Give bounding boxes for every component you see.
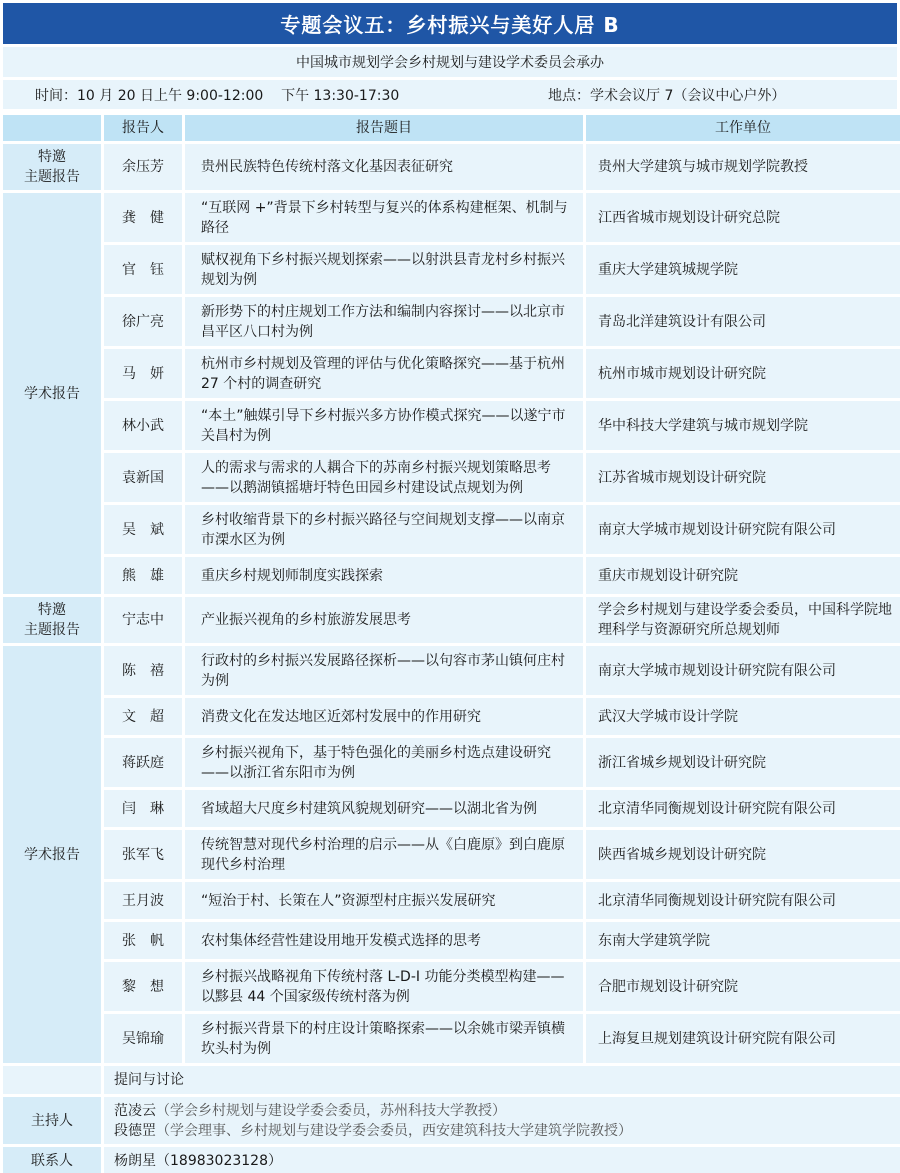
speaker-cell: 林小武 [104,401,182,450]
topic-cell: 赋权视角下乡村振兴规划探索——以射洪县青龙村乡村振兴规划为例 [185,245,583,294]
topic-cell: 行政村的乡村振兴发展路径探析——以句容市茅山镇何庄村为例 [185,646,583,695]
speaker-cell: 熊 雄 [104,557,182,594]
host-desc: （学会理事、乡村规划与建设学委会委员，西安建筑科技大学建筑学院教授） [156,1122,632,1139]
table-row [3,738,900,787]
speaker-cell: 蒋跃庭 [104,738,182,787]
discussion-label: 提问与讨论 [104,1066,900,1094]
category-cell [3,193,101,594]
org-cell: 陕西省城乡规划设计研究院 [586,830,900,879]
table-row [3,922,900,959]
table-row [3,646,900,695]
category-label: 特邀 [38,149,66,165]
topic-cell: 新形势下的村庄规划工作方法和编制内容探讨——以北京市昌平区八口村为例 [185,297,583,346]
table-row [3,557,900,594]
org-cell: 青岛北洋建筑设计有限公司 [586,297,900,346]
host-list [104,1097,900,1144]
speaker-cell: 张 帆 [104,922,182,959]
table-row [3,790,900,827]
speaker-cell: 闫 琳 [104,790,182,827]
speaker-cell: 张军飞 [104,830,182,879]
org-cell: 南京大学城市规划设计研究院有限公司 [586,646,900,695]
organizer-line: 中国城市规划学会乡村规划与建设学术委员会承办 [3,47,897,77]
topic-cell: 消费文化在发达地区近郊村发展中的作用研究 [185,698,583,735]
topic-cell: 农村集体经营性建设用地开发模式选择的思考 [185,922,583,959]
speaker-cell: 吴锦瑜 [104,1014,182,1063]
org-cell: 江西省城市规划设计研究总院 [586,193,900,242]
table-row [3,144,900,190]
speaker-cell: 官 钰 [104,245,182,294]
category-label: 学术报告 [24,846,80,863]
org-cell: 南京大学城市规划设计研究院有限公司 [586,505,900,554]
header-org: 工作单位 [586,115,900,141]
org-cell: 浙江省城乡规划设计研究院 [586,738,900,787]
table-row [3,698,900,735]
speaker-cell: 吴 斌 [104,505,182,554]
category-label: 主题报告 [24,169,80,185]
time-location-bar [3,80,897,109]
org-cell: 华中科技大学建筑与城市规划学院 [586,401,900,450]
table-header-row [3,115,900,141]
header-category [3,115,101,141]
category-label: 学术报告 [24,385,80,402]
host-label: 主持人 [3,1097,101,1144]
table-row [3,962,900,1011]
category-cell [3,144,101,190]
session-time: 时间：10 月 20 日上午 9:00-12:00 下午 13:30-17:30 [35,87,400,104]
table-row [3,401,900,450]
topic-cell: “互联网 +”背景下乡村转型与复兴的体系构建框架、机制与路径 [185,193,583,242]
org-cell: 重庆大学建筑城规学院 [586,245,900,294]
speaker-cell: 马 妍 [104,349,182,398]
org-cell: 学会乡村规划与建设学委会委员，中国科学院地理科学与资源研究所总规划师 [586,597,900,643]
speaker-cell: 余压芳 [104,144,182,190]
table-row [3,297,900,346]
category-cell [3,597,101,643]
org-cell: 北京清华同衡规划设计研究院有限公司 [586,882,900,919]
host-desc: （学会乡村规划与建设学委会委员，苏州科技大学教授） [156,1102,506,1119]
org-cell: 江苏省城市规划设计研究院 [586,453,900,502]
session-location: 地点：学术会议厅 7（会议中心户外） [548,87,786,104]
org-cell: 北京清华同衡规划设计研究院有限公司 [586,790,900,827]
topic-cell: 人的需求与需求的人耦合下的苏南乡村振兴规划策略思考——以鹅湖镇摇塘圩特色田园乡村建设试点规划为例 [185,453,583,502]
host-name: 段德罡 [114,1122,156,1139]
table-row [3,1014,900,1063]
topic-cell: 重庆乡村规划师制度实践探索 [185,557,583,594]
session-title: 专题会议五：乡村振兴与美好人居 B [3,3,897,44]
org-cell: 杭州市城市规划设计研究院 [586,349,900,398]
topic-cell: 产业振兴视角的乡村旅游发展思考 [185,597,583,643]
table-row [3,597,900,643]
speaker-cell: 袁新国 [104,453,182,502]
topic-cell: “本土”触媒引导下乡村振兴多方协作模式探究——以遂宁市关昌村为例 [185,401,583,450]
contact-label: 联系人 [3,1147,101,1173]
topic-cell: 贵州民族特色传统村落文化基因表征研究 [185,144,583,190]
org-cell: 贵州大学建筑与城市规划学院教授 [586,144,900,190]
topic-cell: 省域超大尺度乡村建筑风貌规划研究——以湖北省为例 [185,790,583,827]
speaker-cell: 文 超 [104,698,182,735]
host-row [3,1097,900,1144]
contact-row [3,1147,900,1173]
table-row [3,245,900,294]
org-cell: 武汉大学城市设计学院 [586,698,900,735]
topic-cell: 传统智慧对现代乡村治理的启示——从《白鹿原》到白鹿原现代乡村治理 [185,830,583,879]
host-name: 范凌云 [114,1102,156,1119]
host-person [114,1121,900,1141]
category-label: 主题报告 [24,622,80,638]
topic-cell: 乡村振兴视角下，基于特色强化的美丽乡村选点建设研究——以浙江省东阳市为例 [185,738,583,787]
table-row [3,830,900,879]
speaker-cell: 黎 想 [104,962,182,1011]
contact-value: 杨朗星（18983023128） [104,1147,900,1173]
topic-cell: 乡村收缩背景下的乡村振兴路径与空间规划支撑——以南京市溧水区为例 [185,505,583,554]
org-cell: 合肥市规划设计研究院 [586,962,900,1011]
speaker-cell: 陈 禧 [104,646,182,695]
header-topic: 报告题目 [185,115,583,141]
speaker-cell: 龚 健 [104,193,182,242]
topic-cell: 乡村振兴背景下的村庄设计策略探索——以余姚市梁弄镇横坎头村为例 [185,1014,583,1063]
org-cell: 东南大学建筑学院 [586,922,900,959]
table-row [3,193,900,242]
discussion-blank [3,1066,101,1094]
speaker-cell: 徐广亮 [104,297,182,346]
discussion-row [3,1066,900,1094]
header-speaker: 报告人 [104,115,182,141]
topic-cell: “短治于村、长策在人”资源型村庄振兴发展研究 [185,882,583,919]
category-label: 特邀 [38,602,66,618]
host-person [114,1101,900,1121]
category-cell [3,646,101,1063]
speaker-cell: 王月波 [104,882,182,919]
topic-cell: 杭州市乡村规划及管理的评估与优化策略探究——基于杭州 27 个村的调查研究 [185,349,583,398]
table-row [3,349,900,398]
speaker-cell: 宁志中 [104,597,182,643]
org-cell: 重庆市规划设计研究院 [586,557,900,594]
table-row [3,453,900,502]
topic-cell: 乡村振兴战略视角下传统村落 L-D-I 功能分类模型构建——以黟县 44 个国家级传统村落为例 [185,962,583,1011]
table-row [3,505,900,554]
org-cell: 上海复旦规划建筑设计研究院有限公司 [586,1014,900,1063]
schedule-table [0,112,900,1173]
table-row [3,882,900,919]
